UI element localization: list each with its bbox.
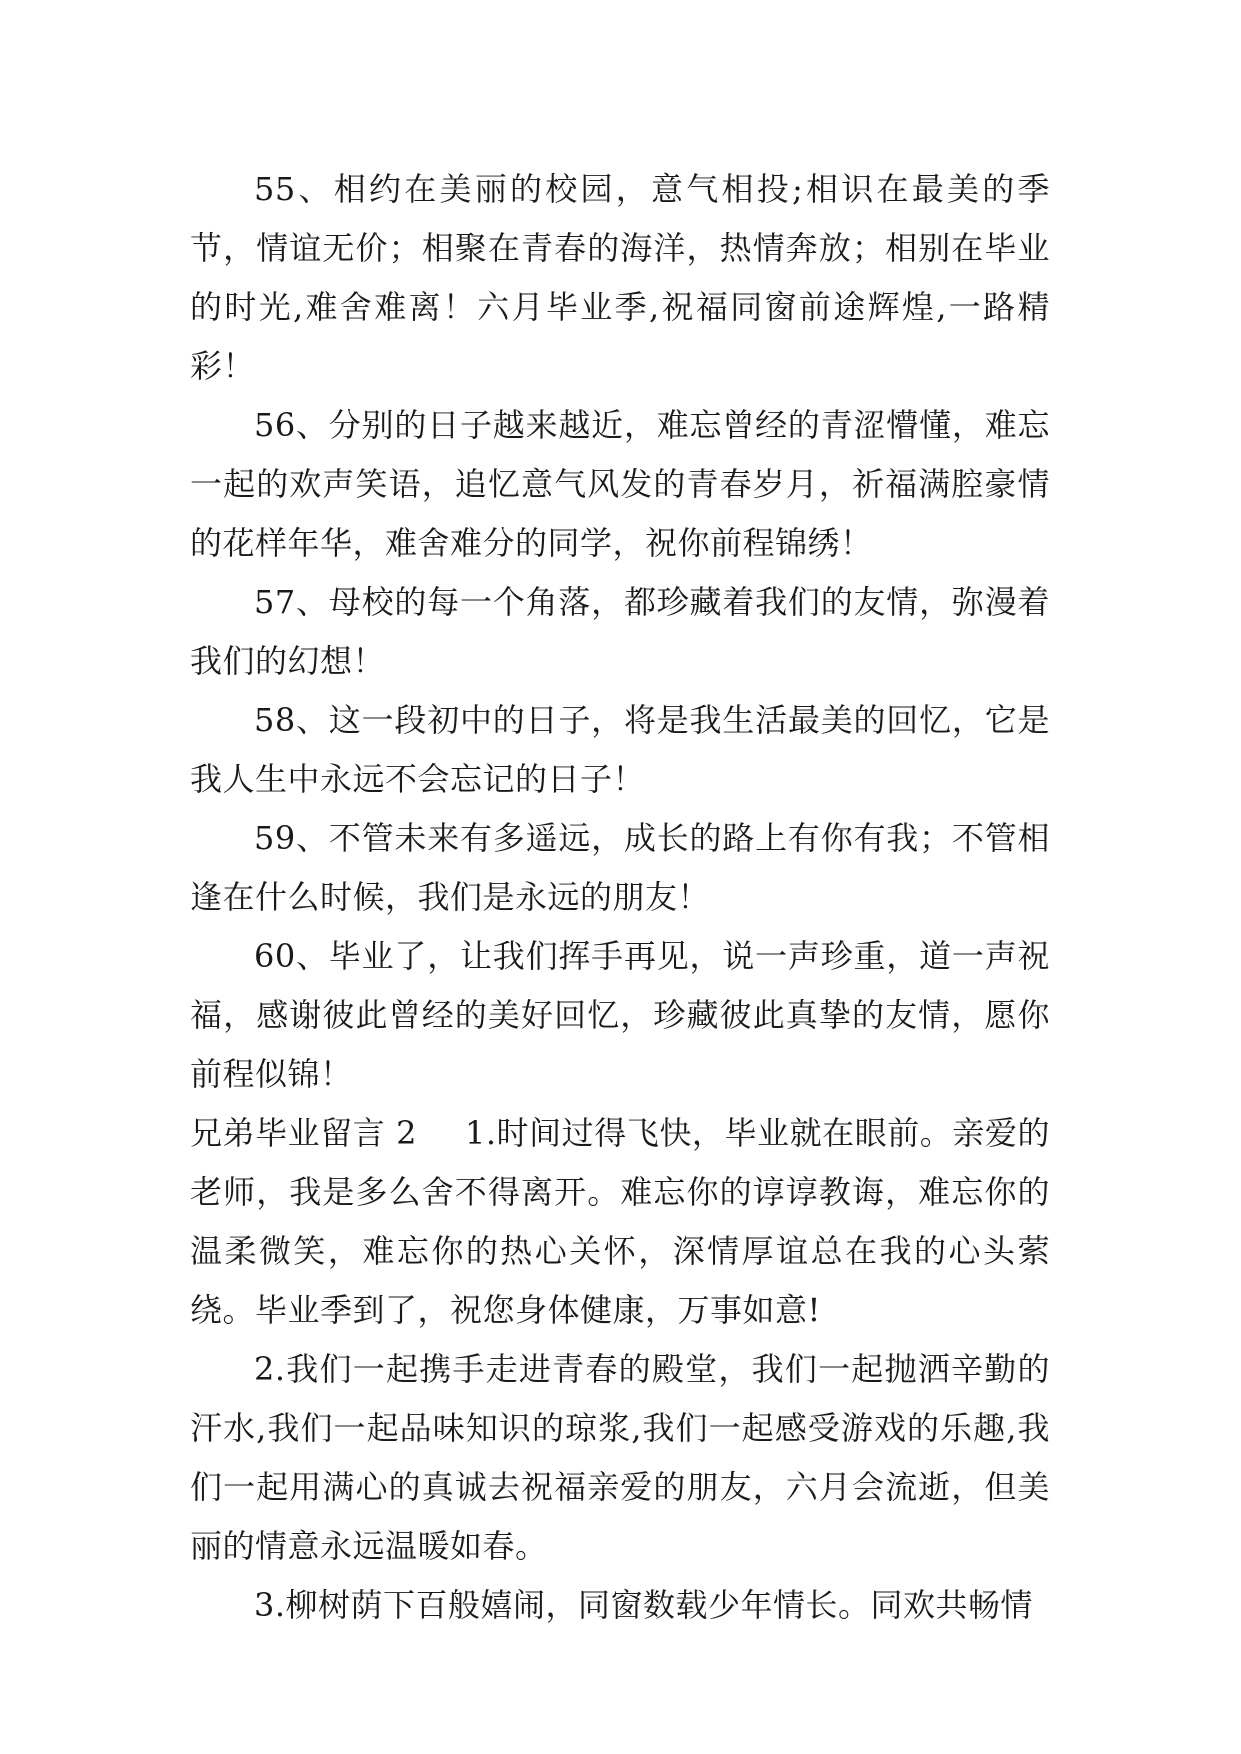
paragraph-57: 57、母校的每一个角落，都珍藏着我们的友情，弥漫着我们的幻想！ — [190, 583, 1050, 680]
paragraph-55: 55、相约在美丽的校园，意气相投;相识在最美的季节，情谊无价；相聚在青春的海洋，热情奔放；相别在毕业的时光,难舍难离！六月毕业季,祝福同窗前途辉煌,一路精彩！ — [190, 170, 1050, 385]
section-title: 兄弟毕业留言 2 — [190, 1114, 417, 1152]
section-paragraph — [190, 1104, 1050, 1340]
section-item-2: 2.我们一起携手走进青春的殿堂，我们一起抛洒辛勤的汗水,我们一起品味知识的琼浆,我们一起感受游戏的乐趣,我们一起用满心的真诚去祝福亲爱的朋友，六月会流逝，但美丽的情意永远温暖如春。 — [190, 1350, 1050, 1565]
paragraph-56: 56、分别的日子越来越近，难忘曾经的青涩懵懂，难忘一起的欢声笑语，追忆意气风发的青春岁月，祈福满腔豪情的花样年华，难舍难分的同学，祝你前程锦绣！ — [190, 406, 1050, 562]
paragraph-59: 59、不管未来有多遥远，成长的路上有你有我；不管相逢在什么时候，我们是永远的朋友！ — [190, 819, 1050, 916]
document-body — [190, 160, 1050, 1635]
section-item-1: 1.时间过得飞快，毕业就在眼前。亲爱的老师，我是多么舍不得离开。难忘你的谆谆教诲，难忘你的温柔微笑，难忘你的热心关怀，深情厚谊总在我的心头萦绕。毕业季到了，祝您身体健康，万事如意! — [190, 1114, 1050, 1329]
paragraph-58: 58、这一段初中的日子，将是我生活最美的回忆，它是我人生中永远不会忘记的日子！ — [190, 701, 1050, 798]
paragraph-60: 60、毕业了，让我们挥手再见，说一声珍重，道一声祝福，感谢彼此曾经的美好回忆，珍藏彼此真挚的友情，愿你前程似锦！ — [190, 937, 1050, 1093]
section-item-3: 3.柳树荫下百般嬉闹，同窗数载少年情长。同欢共畅情 — [254, 1586, 1034, 1624]
